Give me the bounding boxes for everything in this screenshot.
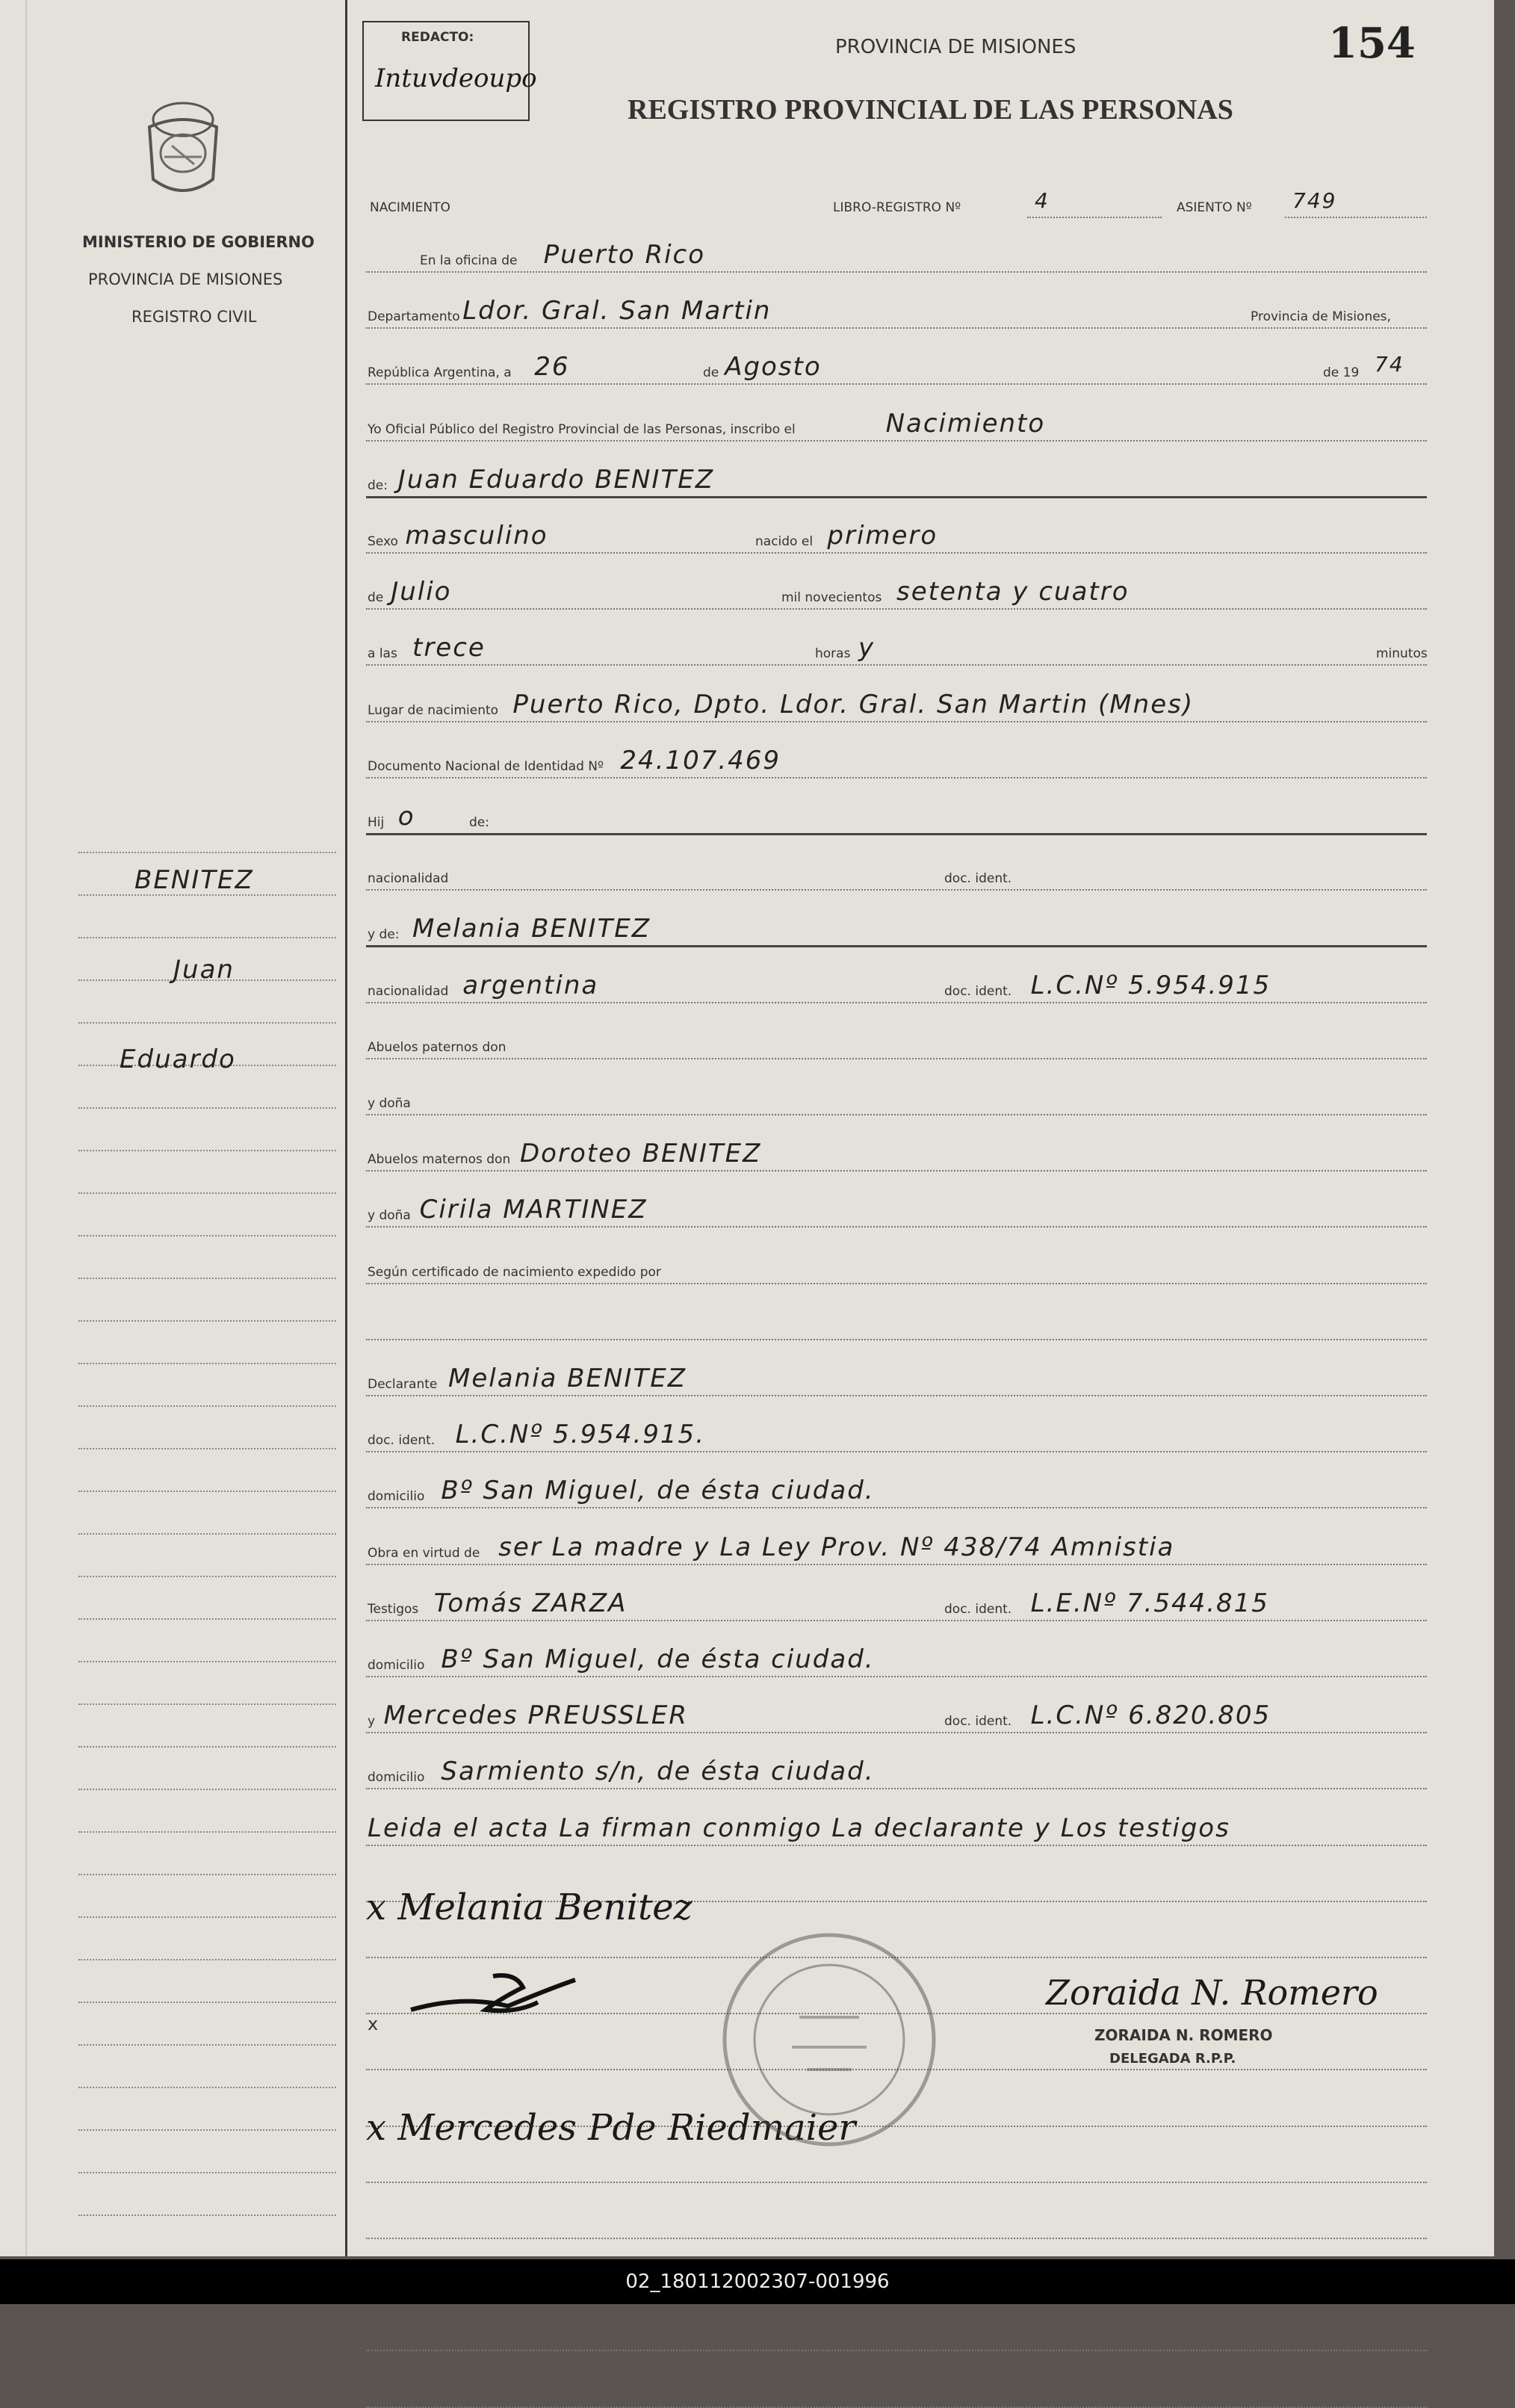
field-value: 74 xyxy=(1375,352,1404,377)
field-value: Puerto Rico xyxy=(543,240,706,270)
margin-rule xyxy=(78,1916,336,1918)
field-value: Bº San Miguel, de ésta ciudad. xyxy=(441,1476,875,1506)
nacimiento-label: NACIMIENTO xyxy=(370,200,450,215)
margin-rule xyxy=(78,1789,336,1790)
field-label: y doña xyxy=(368,1096,415,1111)
field-value: L.C.Nº 6.820.805 xyxy=(1030,1700,1271,1731)
margin-rule xyxy=(78,1363,336,1364)
field-label: y de: xyxy=(368,927,403,942)
registry-title: REGISTRO PROVINCIAL DE LAS PERSONAS xyxy=(628,94,1233,126)
field-label: a las xyxy=(368,646,402,661)
field-value: Tomás ZARZA xyxy=(433,1588,628,1618)
field-value: o xyxy=(397,802,415,832)
field-label: nacido el xyxy=(751,534,817,549)
form-rule xyxy=(366,2238,1427,2239)
field-label: de 19 xyxy=(1319,365,1359,380)
field-label: Departamento xyxy=(368,309,465,324)
form-rule xyxy=(366,1226,1427,1228)
official-seal-stamp xyxy=(717,1928,941,2152)
field-value: trece xyxy=(412,633,486,663)
libro-value: 4 xyxy=(1035,188,1050,213)
margin-rule xyxy=(78,1150,336,1151)
field-value: Melania BENITEZ xyxy=(448,1364,687,1393)
margin-rule xyxy=(78,2172,336,2173)
asiento-value: 749 xyxy=(1292,188,1337,213)
field-label: y doña xyxy=(368,1208,415,1223)
margin-rule xyxy=(78,1192,336,1194)
margin-surname: BENITEZ xyxy=(134,865,254,895)
field-label: de: xyxy=(368,478,392,493)
field-label: doc. ident. xyxy=(940,984,1016,999)
field-label: de xyxy=(368,590,388,605)
field-label: horas xyxy=(811,646,855,661)
form-rule xyxy=(366,1451,1427,1452)
margin-rule xyxy=(78,2214,336,2216)
signature-official: Zoraida N. Romero xyxy=(1046,1972,1378,2013)
field-label: Documento Nacional de Identidad Nº xyxy=(368,759,608,774)
asiento-line xyxy=(1285,217,1427,218)
field-value: Julio xyxy=(391,577,452,607)
field-value: masculino xyxy=(405,521,548,551)
form-rule xyxy=(366,1620,1427,1621)
field-value: L.E.Nº 7.544.815 xyxy=(1030,1588,1269,1618)
margin-rule xyxy=(78,1874,336,1875)
field-value: 26 xyxy=(534,352,570,383)
field-label: Abuelos maternos don xyxy=(368,1152,515,1167)
form-rule xyxy=(366,833,1427,835)
province-header: PROVINCIA DE MISIONES xyxy=(835,36,1076,58)
form-rule xyxy=(366,1507,1427,1508)
margin-rule xyxy=(78,1448,336,1449)
field-value: ser La madre y La Ley Prov. Nº 438/74 Amnistia xyxy=(498,1532,1175,1562)
column-divider xyxy=(345,0,347,2256)
field-value: Doroteo BENITEZ xyxy=(520,1139,762,1169)
field-label: nacionalidad xyxy=(368,984,453,999)
redacto-signature: Intuvdeoupo xyxy=(375,64,537,93)
form-rule xyxy=(366,1676,1427,1677)
margin-rule xyxy=(78,1320,336,1322)
field-value: Agosto xyxy=(725,352,822,383)
field-value: 24.107.469 xyxy=(620,745,781,776)
field-label: domicilio xyxy=(368,1770,429,1785)
field-label: En la oficina de xyxy=(420,253,522,268)
margin-rule xyxy=(78,1703,336,1705)
field-value: Melania BENITEZ xyxy=(412,914,651,944)
form-rule xyxy=(366,1283,1427,1284)
form-rule xyxy=(366,327,1427,329)
field-label: mil novecientos xyxy=(777,590,886,605)
field-value: Bº San Miguel, de ésta ciudad. xyxy=(441,1644,875,1674)
field-label: Hij xyxy=(368,815,388,830)
field-label: domicilio xyxy=(368,1658,429,1673)
margin-rule xyxy=(78,852,336,853)
form-rule xyxy=(366,1114,1427,1115)
asiento-label: ASIENTO Nº xyxy=(1177,200,1252,215)
signature-declarante: x Melania Benitez xyxy=(366,1887,693,1928)
coat-of-arms-emblem xyxy=(142,90,224,209)
official-title: DELEGADA R.P.P. xyxy=(1109,2051,1236,2067)
field-value: Nacimiento xyxy=(885,408,1046,439)
field-label: Según certificado de nacimiento expedido por xyxy=(368,1265,666,1280)
form-rule xyxy=(366,1170,1427,1171)
form-rule xyxy=(366,1395,1427,1396)
form-rule xyxy=(366,945,1427,947)
field-value: Leida el acta La firman conmigo La declarante y Los testigos xyxy=(368,1813,1230,1843)
field-label: doc. ident. xyxy=(940,1602,1016,1617)
field-label: doc. ident. xyxy=(940,871,1016,886)
form-rule xyxy=(366,2350,1427,2351)
field-label: Provincia de Misiones, xyxy=(1246,309,1395,324)
field-value: Sarmiento s/n, de ésta ciudad. xyxy=(441,1757,875,1787)
margin-rule xyxy=(78,1746,336,1748)
margin-rule xyxy=(78,2002,336,2003)
field-label: doc. ident. xyxy=(368,1433,439,1448)
margin-rule xyxy=(78,2087,336,2088)
libro-label: LIBRO-REGISTRO Nº xyxy=(833,200,961,215)
form-rule xyxy=(366,1339,1427,1340)
registry-label: REGISTRO CIVIL xyxy=(131,308,257,326)
field-label: Sexo xyxy=(368,534,403,549)
field-value: L.C.Nº 5.954.915 xyxy=(1030,970,1271,1000)
form-rule xyxy=(366,1788,1427,1789)
form-rule xyxy=(366,1058,1427,1059)
margin-rule xyxy=(78,1831,336,1833)
field-label: de: xyxy=(465,815,494,830)
form-rule xyxy=(366,383,1427,385)
margin-middle-name: Eduardo xyxy=(120,1044,236,1074)
field-label: nacionalidad xyxy=(368,871,453,886)
form-rule xyxy=(366,608,1427,610)
margin-rule xyxy=(78,937,336,938)
margin-rule xyxy=(78,1278,336,1279)
margin-rule xyxy=(78,1405,336,1407)
form-rule xyxy=(366,1732,1427,1733)
witness-x-mark: x xyxy=(368,2014,379,2034)
margin-rule xyxy=(78,1576,336,1577)
margin-rule xyxy=(78,1618,336,1620)
field-value: Mercedes PREUSSLER xyxy=(383,1700,688,1731)
margin-rule xyxy=(78,1022,336,1024)
page-edge xyxy=(25,0,27,2256)
field-value: Cirila MARTINEZ xyxy=(419,1195,648,1225)
form-rule xyxy=(366,1564,1427,1565)
form-rule xyxy=(366,271,1427,273)
form-rule xyxy=(366,2182,1427,2183)
field-value: y xyxy=(858,633,876,663)
redacto-label: REDACTO: xyxy=(401,30,474,45)
margin-rule xyxy=(78,2044,336,2046)
form-rule xyxy=(366,721,1427,722)
field-label: y xyxy=(368,1714,379,1729)
official-name: ZORAIDA N. ROMERO xyxy=(1094,2026,1273,2044)
form-rule xyxy=(366,440,1427,442)
margin-rule xyxy=(78,1491,336,1492)
image-id-caption: 02_180112002307-001996 xyxy=(0,2259,1515,2304)
field-label: Yo Oficial Público del Registro Provincial de las Personas, inscribo el xyxy=(368,422,800,437)
libro-line xyxy=(1027,217,1162,218)
margin-rule xyxy=(78,1533,336,1535)
field-value: Ldor. Gral. San Martin xyxy=(462,296,772,326)
margin-rule xyxy=(78,2129,336,2131)
form-rule xyxy=(366,889,1427,891)
form-rule xyxy=(366,777,1427,779)
field-value: primero xyxy=(827,521,938,551)
field-value: Puerto Rico, Dpto. Ldor. Gral. San Martin (Mnes) xyxy=(512,689,1195,719)
form-rule xyxy=(366,1845,1427,1846)
field-label: domicilio xyxy=(368,1489,429,1504)
field-value: argentina xyxy=(462,970,599,1000)
form-rule xyxy=(366,2407,1427,2408)
margin-rule xyxy=(78,1107,336,1109)
field-label: Abuelos paternos don xyxy=(368,1040,510,1055)
margin-rule xyxy=(78,1959,336,1960)
margin-rule xyxy=(78,1661,336,1662)
field-label: Obra en virtud de xyxy=(368,1546,484,1561)
form-rule xyxy=(366,664,1427,666)
field-value: L.C.Nº 5.954.915. xyxy=(455,1420,705,1450)
field-label: doc. ident. xyxy=(940,1714,1016,1729)
field-label: Testigos xyxy=(368,1602,423,1617)
field-value: setenta y cuatro xyxy=(896,577,1130,607)
form-rule xyxy=(366,1002,1427,1003)
field-label: Lugar de nacimiento xyxy=(368,703,503,718)
form-rule xyxy=(366,552,1427,554)
form-rule xyxy=(366,496,1427,498)
signature-witness-scribble xyxy=(403,1965,583,2025)
redacto-box xyxy=(362,21,537,121)
margin-first-name: Juan xyxy=(173,955,235,985)
field-label: República Argentina, a xyxy=(368,365,516,380)
ministry-title: MINISTERIO DE GOBIERNO xyxy=(82,233,315,251)
field-label: de xyxy=(698,365,723,380)
field-label: minutos xyxy=(1372,646,1428,661)
page-number: 154 xyxy=(1328,19,1416,68)
signature-witness-2: x Mercedes Pde Riedmaier xyxy=(366,2107,856,2149)
field-label: Declarante xyxy=(368,1377,442,1392)
margin-rule xyxy=(78,1235,336,1237)
field-value: Juan Eduardo BENITEZ xyxy=(397,464,714,495)
province-label: PROVINCIA DE MISIONES xyxy=(88,270,283,288)
